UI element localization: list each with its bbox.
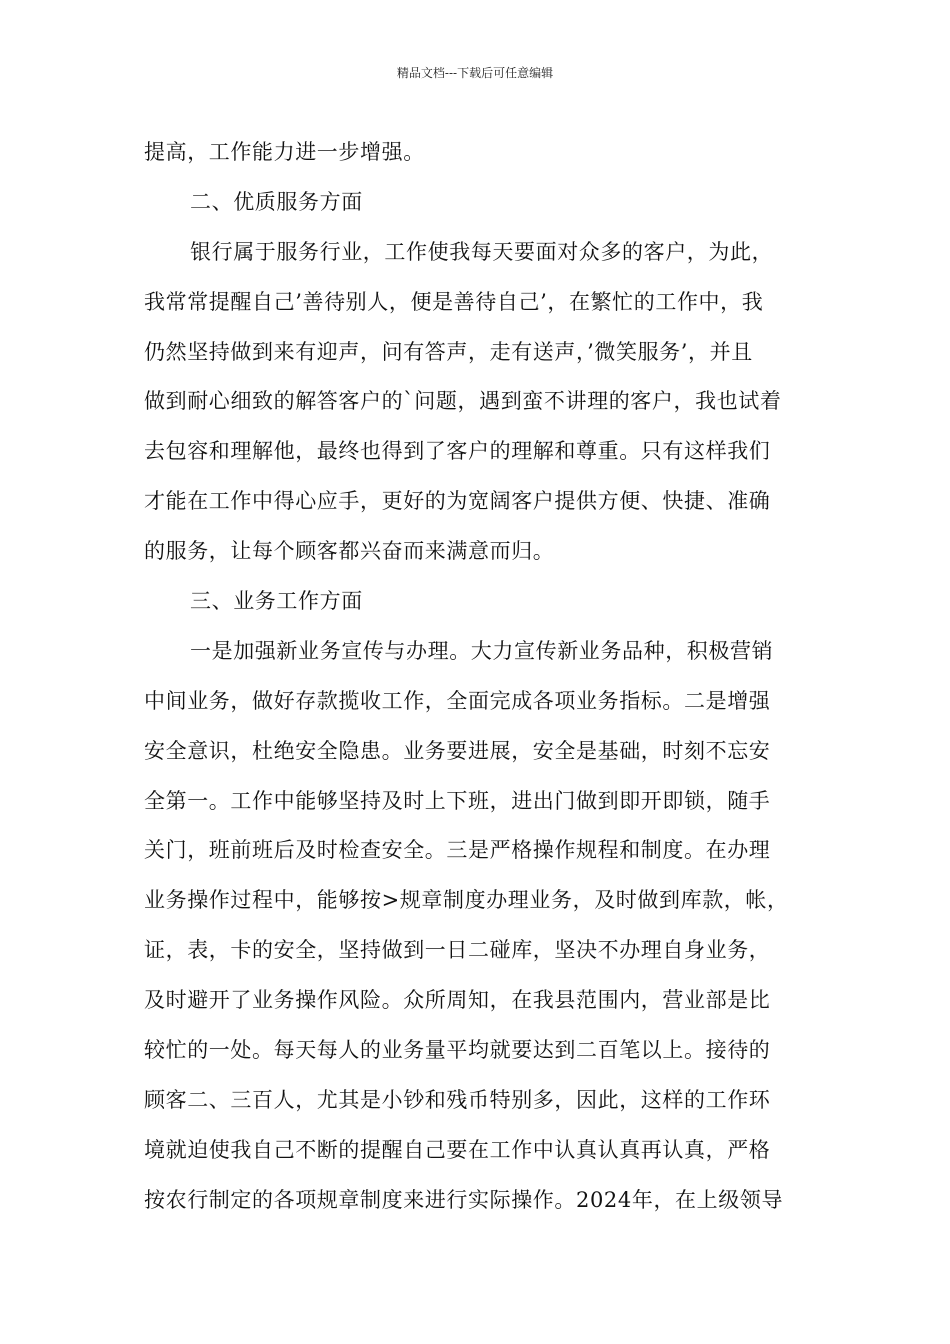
text-line: 提高，工作能力进一步增强。 <box>144 140 425 164</box>
text-line: 的服务，让每个顾客都兴奋而来满意而归。 <box>144 539 555 564</box>
text-line: 境就迫使我自己不断的提醒自己要在工作中认真认真再认真，严格 <box>144 1137 771 1162</box>
text-line: 中间业务，做好存款揽收工作，全面完成各项业务指标。二是增强 <box>144 688 771 713</box>
text-line: 去包容和理解他，最终也得到了客户的理解和尊重。只有这样我们 <box>144 439 771 464</box>
text-line: 银行属于服务行业，工作使我每天要面对众多的客户，为此， <box>190 239 774 264</box>
text-line: 及时避开了业务操作风险。众所周知，在我县范围内，营业部是比 <box>144 988 771 1013</box>
text-line: 安全意识，杜绝安全隐患。业务要进展，安全是基础，时刻不忘安 <box>144 738 771 763</box>
text-line: 仍然坚持做到来有迎声，问有答声，走有送声，’微笑服务’，并且 <box>144 339 753 364</box>
text-line: 业务操作过程中，能够按>规章制度办理业务，及时做到库款，帐， <box>144 888 789 913</box>
text-line: 一是加强新业务宣传与办理。大力宣传新业务品种，积极营销 <box>190 638 774 663</box>
text-line: 做到耐心细致的解答客户的`问题，遇到蛮不讲理的客户，我也试着 <box>144 389 782 414</box>
text-line: 才能在工作中得心应手，更好的为宽阔客户提供方便、快捷、准确 <box>144 489 771 514</box>
text-line: 关门，班前班后及时检查安全。三是严格操作规程和制度。在办理 <box>144 838 771 863</box>
text-line: 证，表，卡的安全，坚持做到一日二碰库，坚决不办理自身业务， <box>144 938 771 963</box>
text-line: 按农行制定的各项规章制度来进行实际操作。2024年，在上级领导 <box>144 1187 784 1212</box>
text-line: 二、优质服务方面 <box>190 189 363 214</box>
text-line: 三、业务工作方面 <box>190 589 363 614</box>
document-body <box>144 128 809 1226</box>
page-header: 精品文档---下载后可任意编辑 <box>396 66 554 80</box>
text-line: 顾客二、三百人，尤其是小钞和残币特别多，因此，这样的工作环 <box>144 1087 771 1112</box>
text-line: 较忙的一处。每天每人的业务量平均就要达到二百笔以上。接待的 <box>144 1038 771 1063</box>
text-line: 我常常提醒自己’善待别人，便是善待自己’，在繁忙的工作中，我 <box>144 289 764 314</box>
text-line: 全第一。工作中能够坚持及时上下班，进出门做到即开即锁，随手 <box>144 788 771 813</box>
